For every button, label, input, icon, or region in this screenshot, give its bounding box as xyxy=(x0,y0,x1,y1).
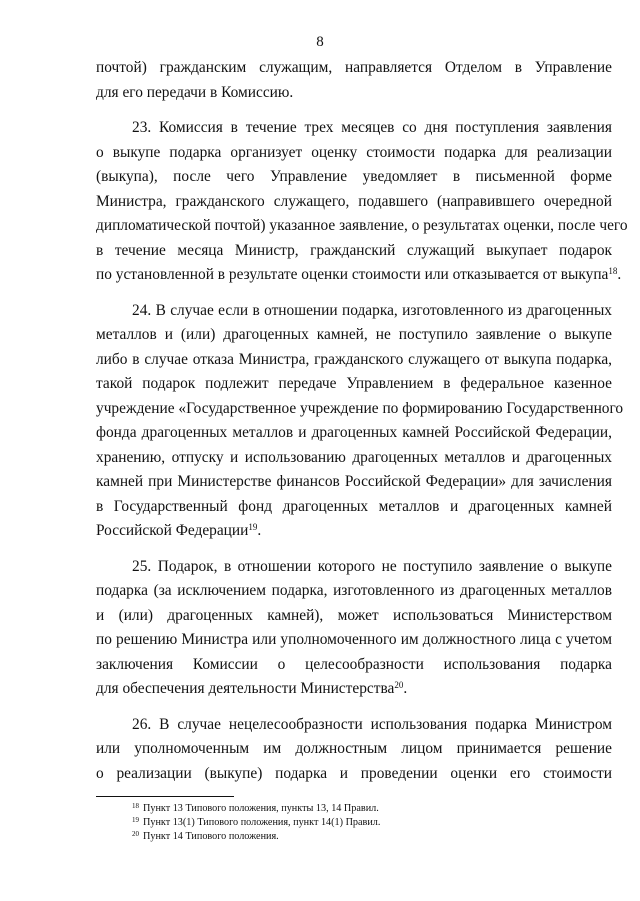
text-line: 25. Подарок, в отношении которого не поступило заявление о выкупе xyxy=(132,557,612,575)
paragraph-26 xyxy=(96,713,612,787)
footnote-ref-19[interactable]: 19 xyxy=(248,522,258,532)
text-line: по решению Министра или уполномоченного им должностного лица с учетом xyxy=(96,631,612,648)
text-line: или уполномоченным им должностным лицом принимается решение xyxy=(96,740,612,757)
document-body xyxy=(96,56,628,786)
paragraph-24 xyxy=(96,299,624,544)
text-line: Российской Федерации$^{19}$. xyxy=(96,522,262,539)
text-line: 23. Комиссия в течение трех месяцев со дня поступления заявления xyxy=(132,119,612,136)
paragraph-25 xyxy=(96,555,612,702)
text-line: фонда драгоценных металлов и драгоценных камней Российской Федерации, xyxy=(96,424,612,441)
footnote-marker: 19 xyxy=(132,816,139,824)
text-line: 24. В случае если в отношении подарка, изготовленного из драгоценных xyxy=(132,301,612,319)
text-line: для обеспечения деятельности Министерства$^{20}$. xyxy=(96,680,408,697)
text-line-content: по установленной в результате оценки стоимости или отказывается от выкупа xyxy=(96,266,609,283)
text-line: металлов и (или) драгоценных камней, не поступило заявление о выкупе xyxy=(96,326,612,343)
text-line: Министра, гражданского служащего, подавшего (направившего очередной xyxy=(96,192,612,210)
text-line: дипломатической почтой) указанное заявление, о результатах оценки, после чего xyxy=(96,217,628,234)
footnote-20 xyxy=(132,830,602,844)
paragraph-23 xyxy=(96,116,628,288)
text-line: подарка (за исключением подарка, изготовленного из драгоценных металлов xyxy=(96,582,612,599)
text-line: такой подарок подлежит передаче Управлением в федеральное казенное xyxy=(96,375,612,392)
footnotes xyxy=(132,802,602,844)
text-line: (выкупа), после чего Управление уведомляет в письменной форме xyxy=(96,168,612,185)
footnote-marker: 18 xyxy=(132,802,139,810)
footnote-text: Пункт 13(1) Типового положения, пункт 14(1) Правил. xyxy=(143,817,381,828)
text-line: заключения Комиссии о целесообразности использования подарка xyxy=(96,655,612,673)
text-line: для его передачи в Комиссию. xyxy=(96,83,294,101)
page-number: 8 xyxy=(316,34,324,50)
footnote-19 xyxy=(132,816,602,830)
footnote-ref-18[interactable]: 18 xyxy=(608,266,618,276)
footnote-ref-20[interactable]: 20 xyxy=(394,680,404,690)
text-line: по установленной в результате оценки стоимости или отказывается от выкупа$^{18}$. xyxy=(96,266,622,283)
text-line: хранению, отпуску и использованию драгоценных металлов и драгоценных xyxy=(96,448,612,466)
paragraph-continuation xyxy=(96,56,612,105)
footnote-text: Пункт 14 Типового положения. xyxy=(143,831,279,842)
footnote-18 xyxy=(132,802,602,816)
text-line-content: для обеспечения деятельности Министерства xyxy=(96,680,395,697)
text-line: в течение месяца Министр, гражданский служащий выкупает подарок xyxy=(96,241,612,259)
text-line: и (или) драгоценных камней), может использоваться Министерством xyxy=(96,606,612,624)
text-line: 26. В случае нецелесообразности использования подарка Министром xyxy=(132,715,612,733)
text-line: камней при Министерстве финансов Российской Федерации» для зачисления xyxy=(96,473,612,490)
footnote-text: Пункт 13 Типового положения, пункты 13, 14 Правил. xyxy=(143,803,379,814)
text-line: в Государственный фонд драгоценных металлов и драгоценных камней xyxy=(96,497,612,515)
text-line: либо в случае отказа Министра, гражданского служащего от выкупа подарка, xyxy=(96,350,612,368)
text-line: о реализации (выкупе) подарка и проведении оценки его стоимости xyxy=(96,764,612,782)
text-line: учреждение «Государственное учреждение по формированию Государственного xyxy=(96,399,624,417)
text-line-content: Российской Федерации xyxy=(96,522,249,539)
text-line: о выкупе подарка организует оценку стоимости подарка для реализации xyxy=(96,143,612,161)
footnote-marker: 20 xyxy=(132,830,139,838)
text-line: почтой) гражданским служащим, направляется Отделом в Управление xyxy=(96,59,612,76)
footnote-separator xyxy=(96,796,234,797)
